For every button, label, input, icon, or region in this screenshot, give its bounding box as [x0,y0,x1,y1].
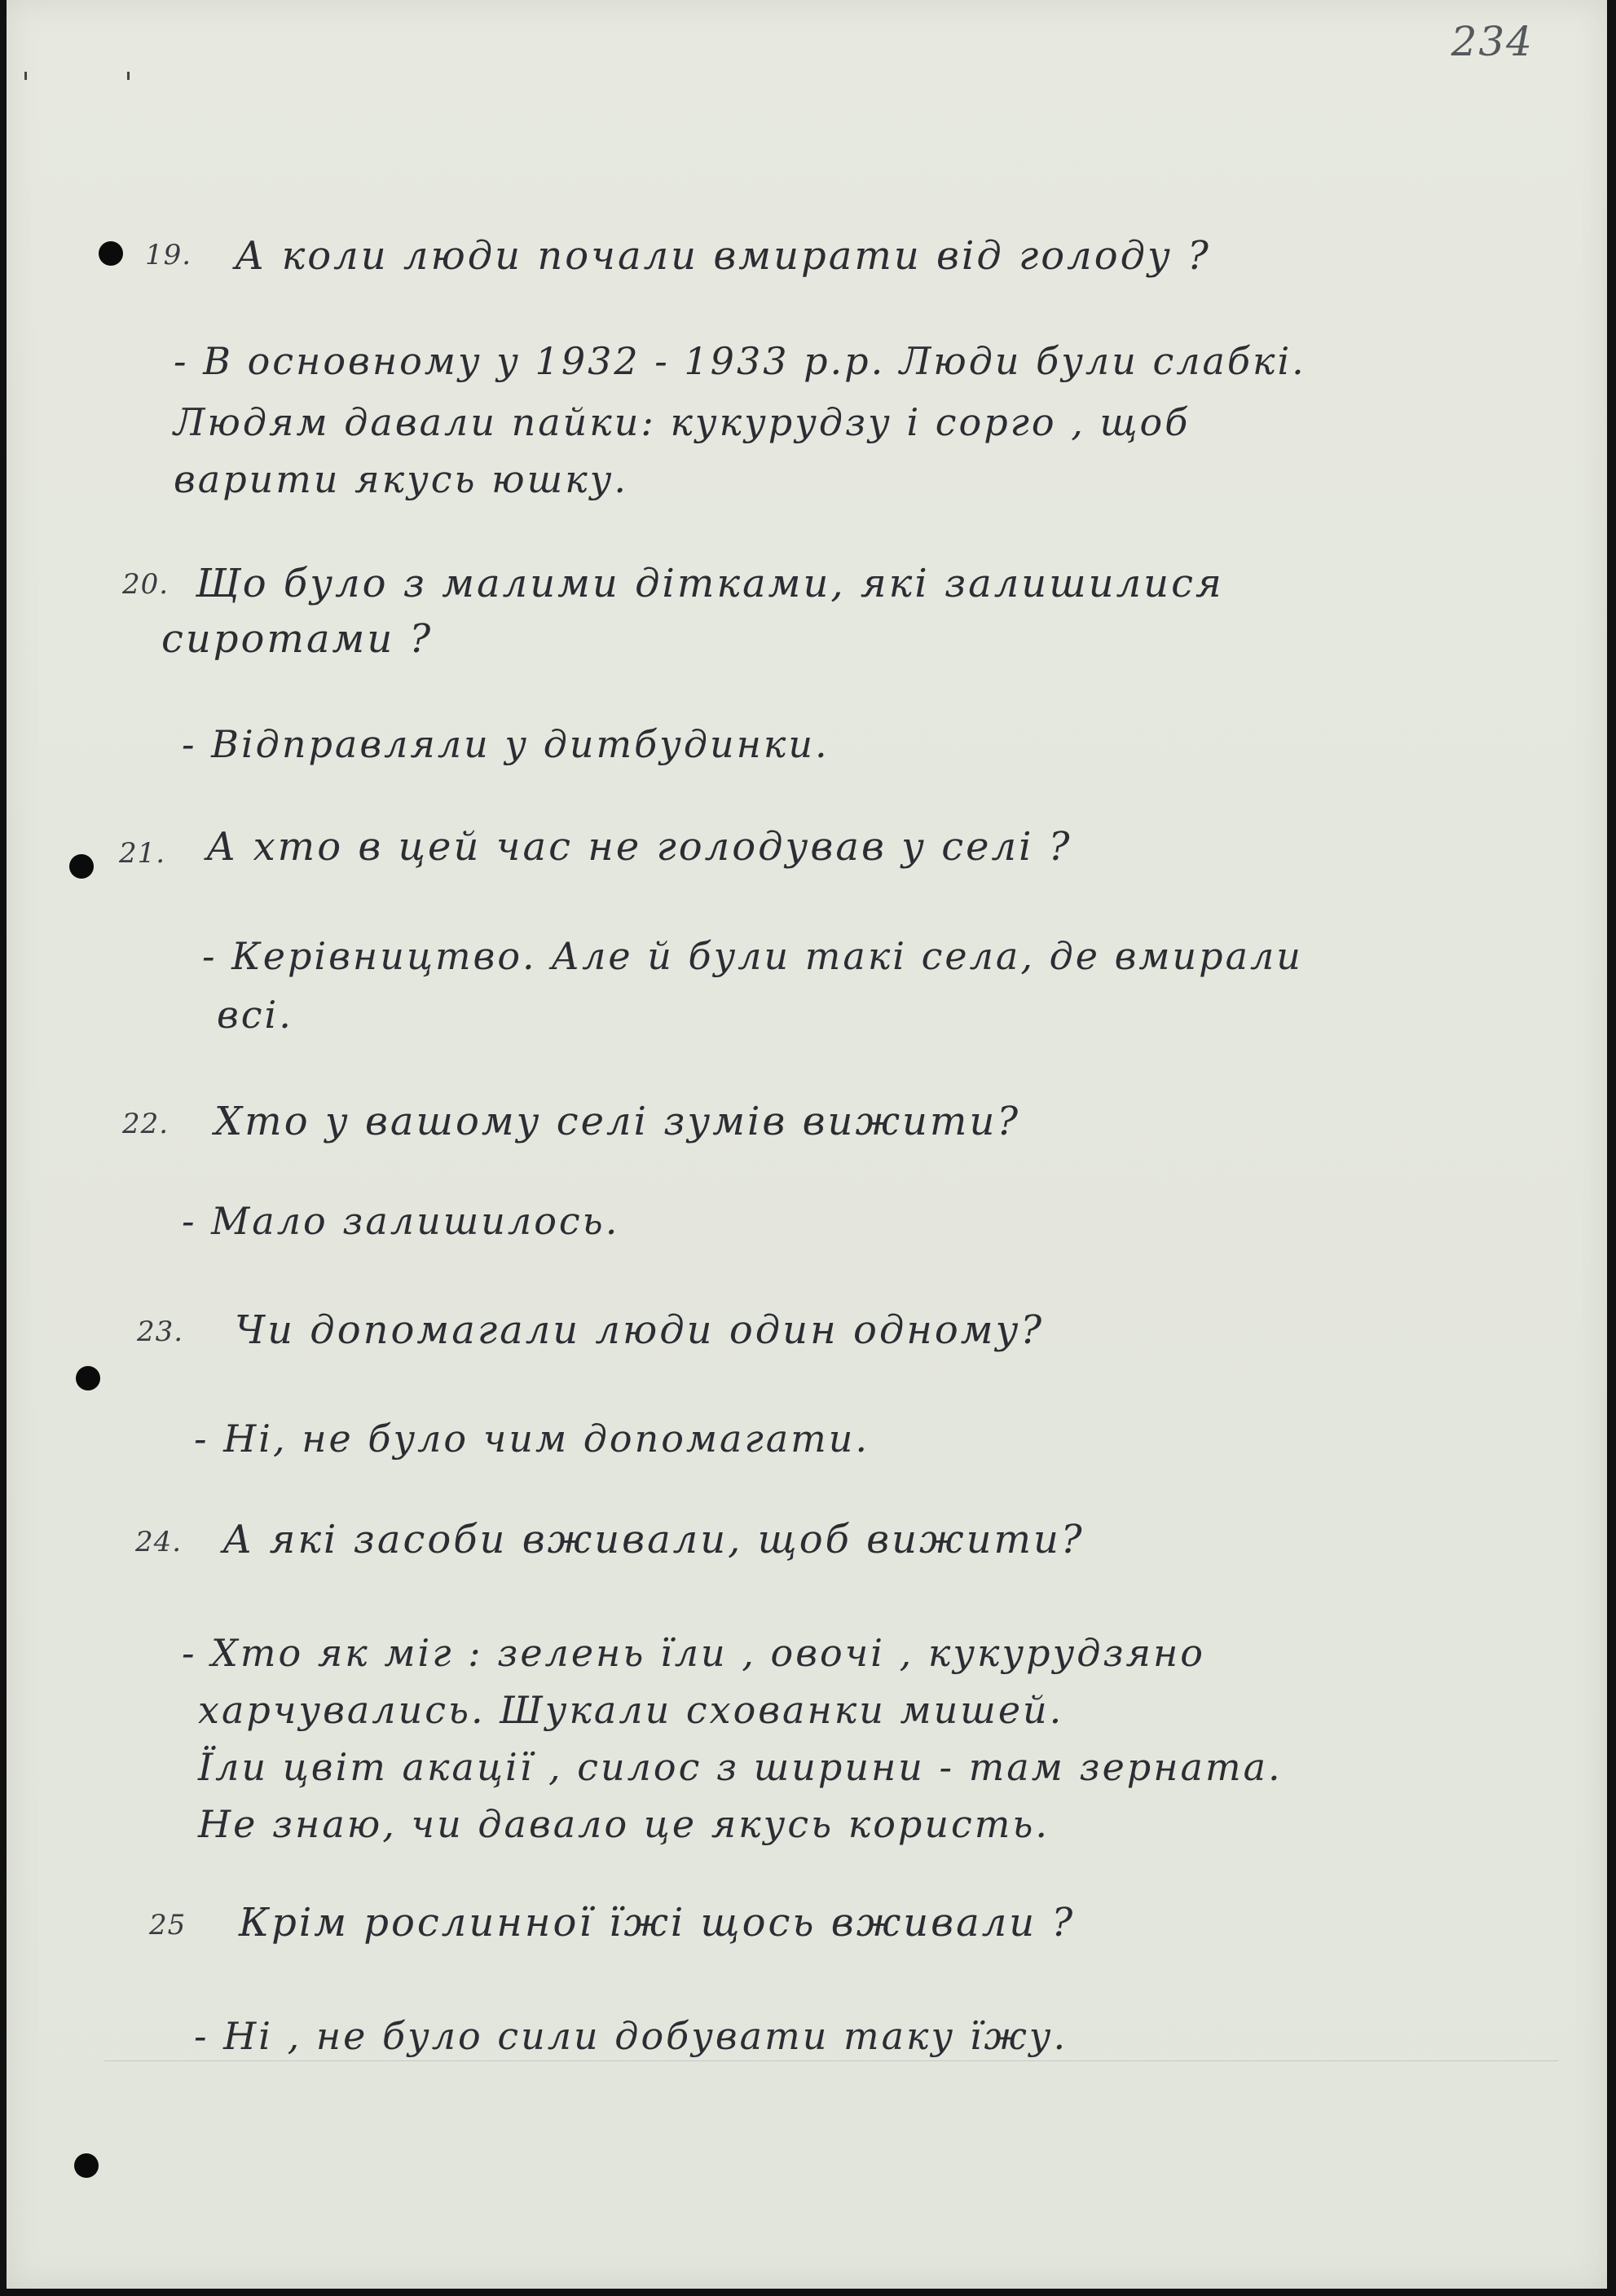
question-number: 23. [137,1315,184,1348]
punch-hole [99,241,123,266]
answer-line: - Мало залишилось. [182,1199,620,1243]
punch-hole [76,1366,100,1390]
page-number: 234 [1451,18,1534,65]
answer-line: варити якусь юшку. [174,457,629,501]
question-number: 20. [122,568,170,601]
punch-hole [74,2153,99,2178]
answer-line: - Ні, не було чим допомагати. [194,1417,870,1461]
answer-line: - В основному у 1932 - 1933 р.р. Люди були слабкі. [174,339,1306,383]
answer-line: Не знаю, чи давало це якусь користь. [198,1802,1050,1846]
question-number: 19. [145,239,192,271]
question-number: 22. [122,1108,170,1140]
question-number: 25 [149,1909,187,1941]
answer-line: Їли цвіт акації , силос з ширини - там зерната. [198,1745,1283,1789]
answer-line: - Хто як міг : зелень їли , овочі , кукурудзяно [182,1631,1206,1675]
answer-line: - Ні , не було сили добувати таку їжу. [194,2014,1068,2058]
answer-line: Людям давали пайки: кукурудзу і сорго , щоб [174,400,1191,444]
punch-hole [69,854,94,879]
answer-line: всі. [217,993,293,1037]
question-text: Крім рослинної їжі щось вживали ? [239,1900,1076,1946]
question-text: сиротами ? [161,616,434,662]
question-number: 24. [135,1526,183,1558]
question-text: А коли люди почали вмирати від голоду ? [235,233,1211,279]
page-fold-line [104,2060,1558,2061]
answer-line: харчувались. Шукали схованки мишей. [198,1688,1064,1732]
question-text: А хто в цей час не голодував у селі ? [206,824,1072,870]
answer-line: - Керівництво. Але й були такі села, де вмирали [202,934,1303,978]
question-text: Що було з малими дітками, які залишилися [196,561,1224,606]
answer-line: - Відправляли у дитбудинки. [182,722,830,766]
question-text: А які засоби вживали, щоб вижити? [222,1517,1085,1562]
question-number: 21. [119,837,166,870]
archive-page [7,0,1607,2289]
question-text: Чи допомагали люди один одному? [235,1307,1045,1353]
corner-mark [24,72,27,80]
question-text: Хто у вашому селі зумів вижити? [214,1099,1021,1144]
corner-mark [127,72,130,80]
